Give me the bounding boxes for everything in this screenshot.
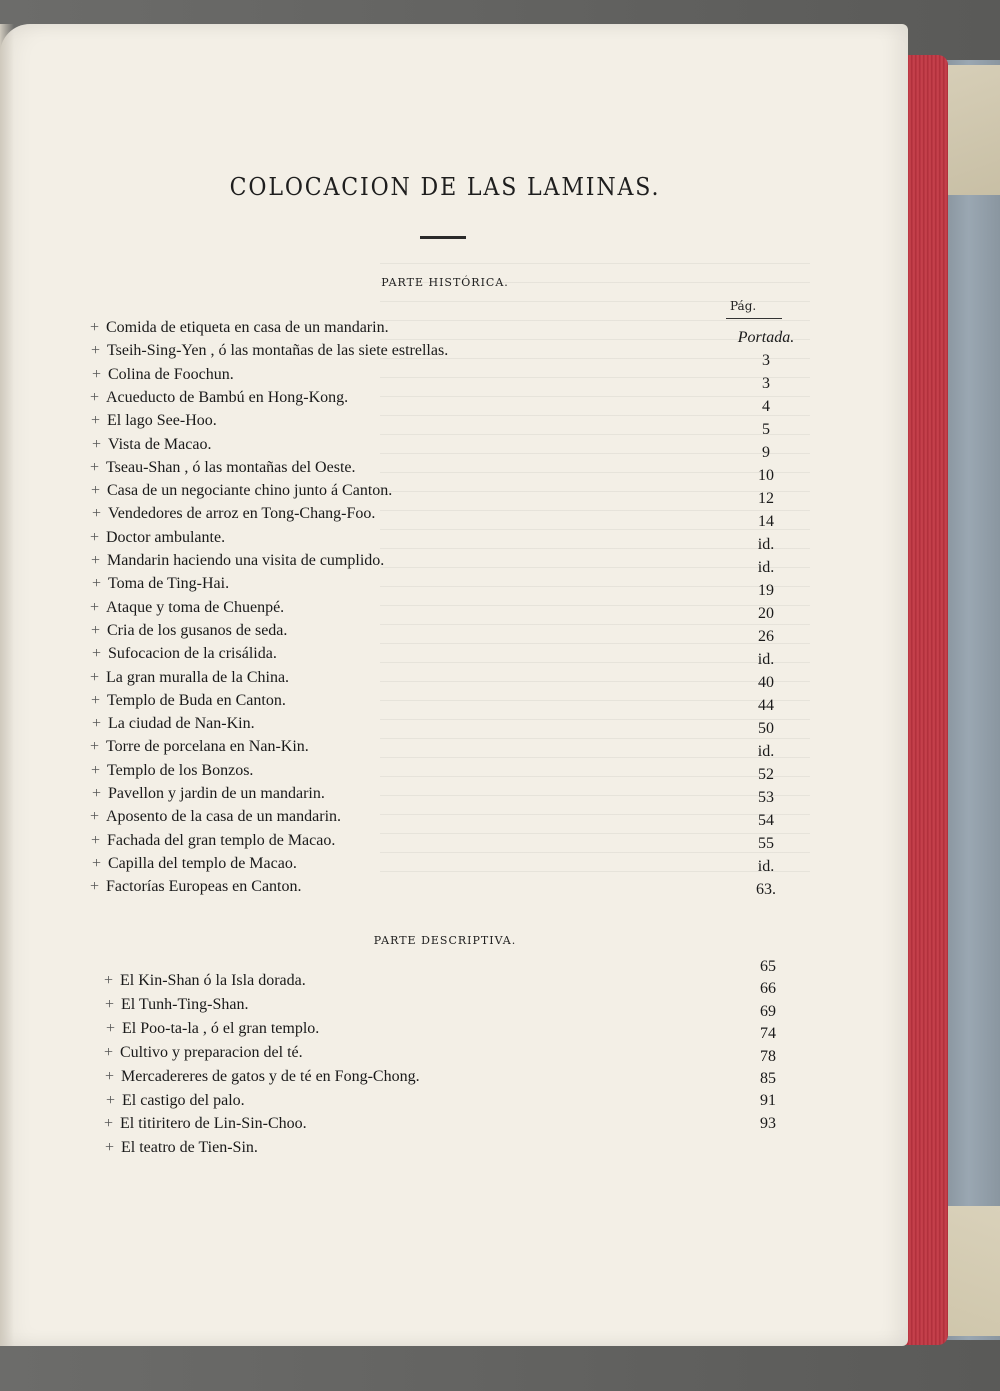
page-number: 55 — [758, 835, 774, 852]
list-item — [106, 1020, 536, 1040]
page-number: 65 — [760, 958, 776, 975]
pencil-check-mark: + — [106, 1019, 116, 1037]
page-number: 69 — [760, 1002, 776, 1020]
plate-title: Tseih-Sing-Yen , ó las montañas de las siete estrellas. — [107, 342, 449, 360]
plate-title: Doctor ambulante. — [106, 528, 226, 546]
list-item — [91, 692, 521, 712]
page-number: id. — [757, 858, 775, 875]
page-number: id. — [757, 559, 775, 576]
plate-title: Fachada del gran templo de Macao. — [107, 831, 336, 849]
plate-title: Toma de Ting-Hai. — [108, 575, 230, 593]
list-item — [92, 436, 522, 456]
pencil-check-mark: + — [105, 995, 115, 1013]
list-item — [92, 715, 522, 735]
list-item — [92, 575, 522, 595]
pencil-check-mark: + — [91, 552, 101, 569]
plate-title: Factorías Europeas en Canton. — [106, 878, 302, 896]
plate-title: El titiritero de Lin-Sin-Choo. — [120, 1115, 307, 1133]
list-item — [91, 622, 521, 642]
page-column-heading: Pág. — [730, 299, 757, 313]
list-item — [91, 762, 521, 782]
list-item — [90, 738, 520, 758]
pencil-check-mark: + — [91, 342, 101, 360]
list-item — [92, 645, 522, 665]
page-number: 66 — [760, 980, 776, 998]
list-item — [91, 342, 521, 362]
pencil-check-mark: + — [92, 505, 102, 523]
pencil-check-mark: + — [92, 854, 102, 872]
title-rule — [420, 236, 466, 239]
pencil-check-mark: + — [90, 598, 100, 616]
plate-title: Vista de Macao. — [108, 435, 212, 453]
list-item — [90, 878, 520, 898]
pencil-check-mark: + — [104, 1115, 114, 1133]
list-item — [106, 1092, 536, 1112]
plate-title: Comida de etiqueta en casa de un mandarin. — [106, 319, 389, 336]
plate-title: Mandarin haciendo una visita de cumplido. — [107, 552, 385, 569]
pencil-check-mark: + — [92, 575, 102, 593]
plate-title: Tseau-Shan , ó las montañas del Oeste. — [106, 458, 356, 476]
page-number: id. — [757, 743, 775, 760]
page-title: COLOCACION DE LAS LAMINAS. — [229, 173, 661, 201]
page-number: 40 — [758, 674, 774, 691]
pencil-check-mark: + — [92, 435, 102, 453]
plate-title: Colina de Foochun. — [108, 365, 234, 383]
plate-title: El Tunh-Ting-Shan. — [121, 995, 249, 1013]
pencil-check-mark: + — [92, 715, 102, 733]
list-item — [91, 412, 521, 432]
page-number: 52 — [758, 766, 774, 783]
page-gutter-shadow — [0, 24, 14, 1346]
page-number: 91 — [760, 1092, 776, 1110]
plate-title: La ciudad de Nan-Kin. — [108, 715, 255, 733]
page-number: 5 — [762, 421, 770, 438]
page-number: 3 — [762, 375, 770, 392]
pencil-check-mark: + — [91, 831, 101, 849]
list-item — [90, 808, 520, 828]
pencil-check-mark: + — [90, 668, 100, 686]
pencil-check-mark: + — [92, 785, 102, 802]
pencil-check-mark: + — [91, 621, 101, 639]
plate-title: Torre de porcelana en Nan-Kin. — [106, 738, 309, 756]
page-number: 54 — [758, 812, 774, 829]
list-item — [90, 319, 520, 339]
pencil-check-mark: + — [91, 691, 101, 709]
plate-title: El Poo-ta-la , ó el gran templo. — [122, 1019, 320, 1037]
page-number: 10 — [758, 467, 774, 484]
plate-title: Aposento de la casa de un mandarin. — [106, 808, 342, 826]
section-heading-historica: PARTE HISTÓRICA. — [381, 276, 509, 289]
list-item — [90, 389, 520, 409]
page-number: 53 — [758, 789, 774, 806]
plate-title: Templo de los Bonzos. — [107, 761, 254, 779]
pencil-check-mark: + — [104, 972, 114, 989]
list-item — [90, 459, 520, 479]
list-item — [91, 552, 521, 572]
plate-title: Casa de un negociante chino junto á Canton. — [107, 482, 393, 500]
plate-title: Sufocacion de la crisálida. — [108, 645, 277, 663]
list-item — [90, 669, 520, 689]
page-number: 3 — [762, 352, 770, 369]
list-item — [105, 1068, 535, 1088]
plate-title: El lago See-Hoo. — [107, 412, 217, 430]
page-number: 50 — [758, 720, 774, 737]
page-number: id. — [757, 651, 775, 668]
plate-title: Ataque y toma de Chuenpé. — [106, 598, 285, 616]
page-number: 14 — [758, 513, 774, 530]
list-item — [91, 832, 521, 852]
page-number: 4 — [762, 398, 770, 415]
list-item — [105, 1139, 535, 1159]
plate-title: Mercadereres de gatos y de té en Fong-Chong. — [121, 1067, 420, 1085]
page-number: 12 — [758, 490, 774, 507]
pencil-check-mark: + — [105, 1139, 115, 1157]
page-number: 20 — [758, 605, 774, 622]
pencil-check-mark: + — [90, 388, 100, 406]
pencil-check-mark: + — [104, 1043, 114, 1061]
page-number: 78 — [760, 1047, 776, 1065]
pencil-check-mark: + — [91, 761, 101, 779]
plate-title: Pavellon y jardin de un mandarin. — [108, 785, 325, 802]
section-heading-descriptiva: PARTE DESCRIPTIVA. — [373, 934, 517, 947]
list-item — [92, 366, 522, 386]
list-item — [105, 996, 535, 1016]
pencil-check-mark: + — [90, 528, 100, 546]
plate-title: Vendedores de arroz en Tong-Chang-Foo. — [108, 505, 376, 523]
plate-title: Cria de los gusanos de seda. — [107, 621, 288, 639]
page-number: 93 — [760, 1114, 776, 1132]
plate-title: La gran muralla de la China. — [106, 668, 290, 686]
plate-title: El Kin-Shan ó la Isla dorada. — [120, 972, 306, 989]
pencil-check-mark: + — [105, 1067, 115, 1085]
plate-title: Cultivo y preparacion del té. — [120, 1043, 303, 1061]
list-item — [92, 855, 522, 875]
plate-title: Templo de Buda en Canton. — [107, 691, 286, 709]
pencil-check-mark: + — [90, 458, 100, 476]
page-column-rule — [726, 318, 782, 319]
page-number: 85 — [760, 1070, 776, 1087]
list-item — [90, 529, 520, 549]
page-number: 74 — [760, 1025, 776, 1043]
page-number: id. — [757, 536, 775, 553]
plate-title: Acueducto de Bambú en Hong-Kong. — [106, 388, 349, 406]
pencil-check-mark: + — [90, 878, 100, 896]
list-item — [92, 785, 522, 805]
pencil-check-mark: + — [91, 412, 101, 430]
plate-title: Capilla del templo de Macao. — [108, 854, 297, 872]
plate-title: El castigo del palo. — [122, 1091, 245, 1109]
page-number: 19 — [758, 582, 774, 599]
pencil-check-mark: + — [106, 1091, 116, 1109]
list-item — [90, 599, 520, 619]
page-number: 9 — [762, 444, 770, 461]
page-number: 63. — [756, 881, 776, 898]
pencil-check-mark: + — [90, 319, 100, 336]
page-number: 26 — [758, 628, 774, 645]
list-item — [92, 505, 522, 525]
page-number: Portada. — [737, 329, 795, 346]
list-item — [104, 1115, 534, 1135]
pencil-check-mark: + — [91, 482, 101, 500]
page-number: 44 — [758, 697, 774, 714]
pencil-check-mark: + — [92, 645, 102, 663]
list-item — [91, 482, 521, 502]
plate-title: El teatro de Tien-Sin. — [121, 1139, 258, 1157]
pencil-check-mark: + — [92, 365, 102, 383]
list-item — [104, 1044, 534, 1064]
pencil-check-mark: + — [90, 808, 100, 826]
pencil-check-mark: + — [90, 738, 100, 756]
list-item — [104, 972, 534, 992]
